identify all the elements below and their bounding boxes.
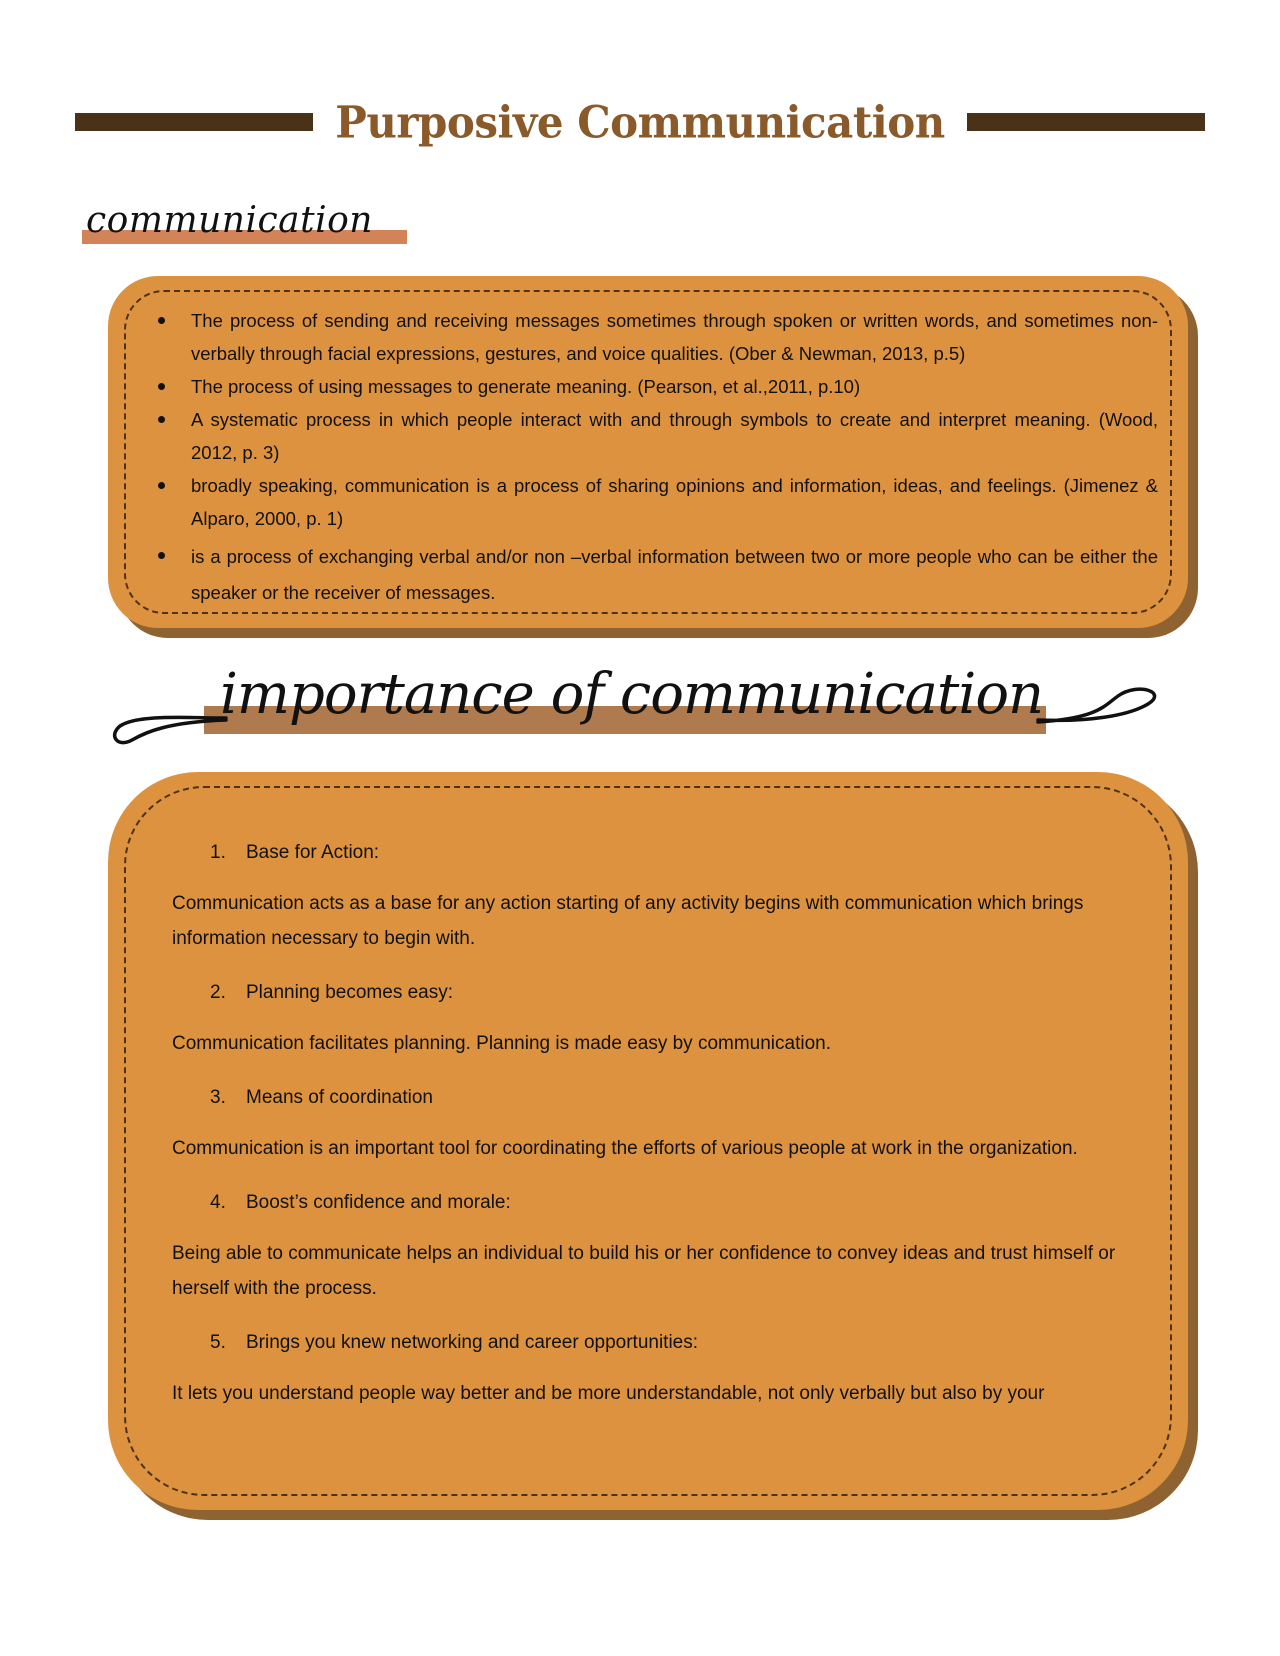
header-rule-right [967, 113, 1205, 131]
item-number: 3. [210, 1087, 226, 1108]
item-number: 2. [210, 982, 226, 1003]
item-body: It lets you understand people way better and be more understandable, not only verbally but also by your [172, 1383, 1045, 1404]
header-rule-left [75, 113, 313, 131]
item-title: Brings you knew networking and career opportunities: [246, 1332, 699, 1353]
list-item: broadly speaking, communication is a process of sharing opinions and information, ideas, and feelings. (Jimenez & Alparo, 2000, p. 1) [158, 469, 1158, 535]
item-heading [172, 976, 1142, 1010]
page-header [75, 92, 1205, 152]
section-label-text: communication [86, 200, 373, 241]
importance-list [172, 836, 1142, 1411]
section-label-communication [82, 200, 410, 250]
definitions-card [108, 276, 1188, 628]
item-body: Communication facilitates planning. Planning is made easy by communication. [172, 1033, 832, 1054]
definitions-list [158, 304, 1158, 611]
item-heading [172, 1081, 1142, 1115]
item-body: Being able to communicate helps an individual to build his or her confidence to convey ideas and trust himself or herself with the process. [172, 1243, 1116, 1299]
list-item: A systematic process in which people interact with and through symbols to create and interpret meaning. (Wood, 2012, p. 3) [158, 403, 1158, 469]
item-title: Base for Action: [246, 842, 380, 863]
item-heading [172, 1326, 1142, 1360]
list-item: is a process of exchanging verbal and/or non –verbal information between two or more people who can be either the speaker or the receiver of messages. [158, 539, 1158, 611]
list-item: The process of using messages to generate meaning. (Pearson, et al.,2011, p.10) [158, 370, 1158, 403]
item-title: Boost’s confidence and morale: [246, 1192, 511, 1213]
item-heading [172, 836, 1142, 870]
item-number: 4. [210, 1192, 226, 1213]
section-heading-text: importance of communication [220, 662, 1044, 727]
importance-card [108, 772, 1188, 1510]
item-number: 5. [210, 1332, 226, 1353]
item-number: 1. [210, 842, 226, 863]
item-title: Planning becomes easy: [246, 982, 454, 1003]
item-body: Communication acts as a base for any action starting of any activity begins with communication which brings information necessary to begin with. [172, 893, 1084, 949]
list-item: The process of sending and receiving messages sometimes through spoken or written words, and sometimes non-verbally through facial expressions, gestures, and voice qualities. (Ober & Newman, 2013, p.5) [158, 304, 1158, 370]
item-title: Means of coordination [246, 1087, 433, 1108]
item-body: Communication is an important tool for coordinating the efforts of various people at work in the organization. [172, 1138, 1078, 1159]
page-title: Purposive Communication [335, 96, 945, 148]
section-label-importance [108, 656, 1168, 756]
item-heading [172, 1186, 1142, 1220]
